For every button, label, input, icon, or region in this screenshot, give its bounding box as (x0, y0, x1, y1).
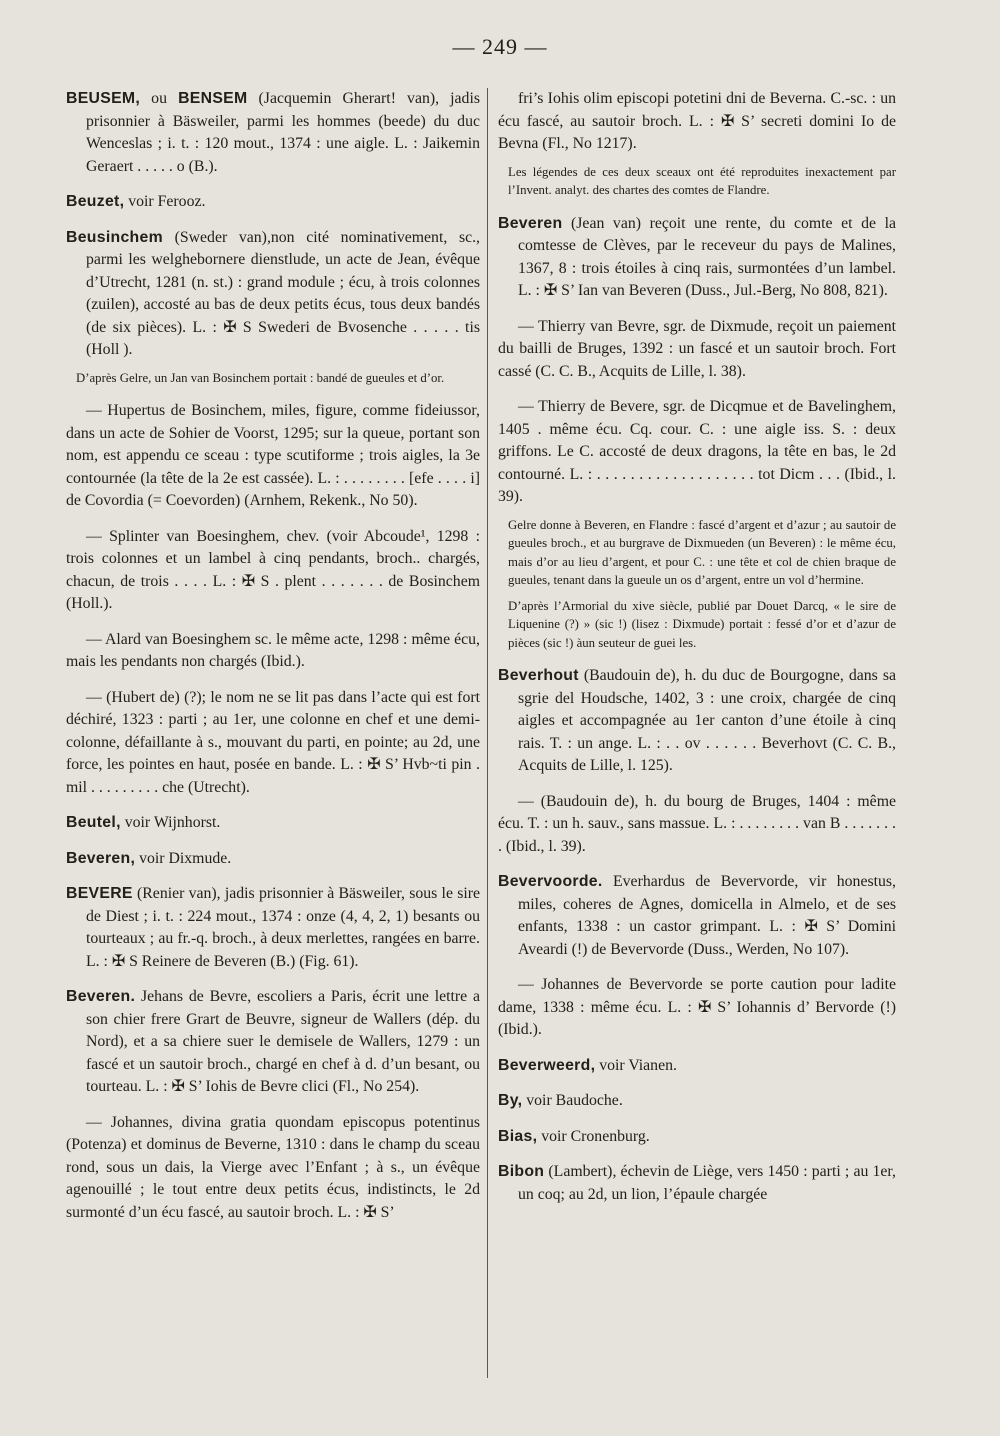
entry-paragraph (66, 1112, 480, 1225)
entry-paragraph (66, 88, 480, 178)
right-column (498, 88, 896, 1219)
entry-paragraph (66, 986, 480, 1099)
entry-headword: By, (498, 1092, 523, 1109)
entry-headword: Beuzet, (66, 193, 125, 210)
entry-text: — Johannes de Bevervorde se porte caution pour ladite dame, 1338 : même écu. L. : ✠ S’ Iohannis d’ Bervorde (!) (Ibid.). (498, 976, 896, 1038)
entry-paragraph (66, 227, 480, 362)
entry-text: (Renier van), jadis prisonnier à Bäsweiler, sous le sire de Diest ; i. t. : 224 mout., 1374 : onze (4, 4, 2, 1) besants ou tourteaux ; au fr.-q. broch., à deux merlettes, rangées en barre. L. : ✠ S Reinere de Beveren (B.) (Fig. 61). (86, 885, 480, 970)
entry-text: voir Dixmude. (135, 849, 232, 867)
entry-paragraph (66, 883, 480, 973)
entry-paragraph (66, 687, 480, 800)
page-number: — 249 — (452, 34, 548, 59)
entry-headword: Bevervoorde. (498, 873, 603, 890)
entry-paragraph (498, 665, 896, 778)
entry-paragraph (66, 629, 480, 674)
entry-paragraph (498, 871, 896, 961)
entry-text: — (Hubert de) (?); le nom ne se lit pas dans l’acte qui est fort déchiré, 1323 : parti ; au 1er, une colonne en chef et une demi-colonne, défaillante à s., mouvant du parti, en pointe; au 2d, une force, les pointes en haut, posée en bande. L. : ✠ S’ Hvb~ti pin . mil . . . . . . . . . che (Utrecht). (66, 688, 480, 796)
entry-headword: BEVERE (66, 885, 133, 902)
entry-headword: Beveren, (66, 849, 136, 867)
entry-text: — Thierry van Bevre, sgr. de Dixmude, reçoit un paiement du bailli de Bruges, 1392 : un fascé et un sautoir broch. Fort cassé (C. C. B., Acquits de Lille, l. 38). (498, 317, 896, 380)
entry-paragraph (498, 1055, 896, 1078)
footnote-paragraph: Gelre donne à Beveren, en Flandre : fascé d’argent et d’azur ; au sautoir de gueules broch., et au burgrave de Dixmueden (un Beveren) : le même écu, mais d’or au lieu d’argent, et pour C. : une tête et col de chien braque de gueules, tenant dans la gueule un os d’argent, entre un vol d’hermine. (508, 517, 896, 587)
entry-text: voir Vianen. (595, 1056, 677, 1074)
entry-paragraph (498, 791, 896, 859)
entry-paragraph (498, 1161, 896, 1206)
entry-text: voir Wijnhorst. (120, 814, 221, 831)
entry-headword: BENSEM (178, 90, 248, 107)
entry-paragraph (498, 213, 896, 303)
entry-text: — Splinter van Boesinghem, chev. (voir Abcoude¹, 1298 : trois colonnes et un lambel à cinq pendants, broch.. chargés, chacun, de trois . . . . L. : ✠ S . plent . . . . . . . de Bosinchem (Holl.). (66, 527, 480, 612)
entry-headword: Beveren. (66, 988, 136, 1005)
entry-text: — Alard van Boesinghem sc. le même acte, 1298 : même écu, mais les pendants non chargés (Ibid.). (66, 630, 480, 670)
footnote-paragraph: Les légendes de ces deux sceaux ont été reproduites inexactement par l’Invent. analyt. des chartes des comtes de Flandre. (508, 164, 896, 197)
entry-headword: Beverhout (498, 667, 579, 684)
entry-text: voir Cronenburg. (537, 1127, 650, 1145)
entry-headword: BEUSEM, (66, 90, 141, 107)
footnote-paragraph: D’après Gelre, un Jan van Bosinchem portait : bandé de gueules et d’or. (76, 370, 445, 385)
entry-headword: Bibon (498, 1163, 545, 1180)
entry-text: (Jacquemin Gherart! van), jadis prisonnier à Bäsweiler, parmi les hommes (beede) du duc Wenceslas ; i. t. : 120 mout., 1374 : une aigle. L. : Jaikemin Geraert . . . . . o (B.). (86, 90, 480, 175)
entry-text: voir Baudoche. (522, 1092, 623, 1109)
entry-text: — Thierry de Bevere, sgr. de Dicqmue et de Bavelinghem, 1405 . même écu. Cq. cour. C. : une aigle iss. S. : deux griffons. Le C. accosté de deux dragons, la tête en bas, le 2d contourné. L. : . . . . . . . . . . . . . . . . . . . tot Dicm . . . (Ibid., l. 39). (498, 398, 896, 505)
entry-headword: Beutel, (66, 814, 121, 831)
entry-text: Everhardus de Bevervorde, vir honestus, miles, coheres de Agnes, domicella in Almelo, et de ses enfants, 1338 : un castor grimpant. L. : ✠ S’ Domini Aveardi (!) de Bevervorde (Duss., Werden, No 107). (518, 873, 896, 958)
entry-headword: Beusinchem (66, 228, 163, 246)
entry-text: (Sweder van),non cité nominativement, sc., parmi les welghebornere dienstlude, un acte de Jean, évêque d’Utrecht, 1281 (n. st.) : grand module ; écu, à trois colonnes (zuilen), accosté au bas de deux petits écus, tous deux bandés (de six pièces). L. : ✠ S Swederi de Bvosenche . . . . . tis (Holl ). (86, 228, 480, 358)
entry-paragraph (498, 88, 896, 156)
footnote-paragraph: D’après l’Armorial du xive siècle, publié par Douet Darcq, « le sire de Liquenine (?) » (sic !) (lisez : Dixmude) portait : fessé d’or et d’azur de pièces (sic !) àun seuteur de guei les. (508, 598, 896, 650)
entry-paragraph (498, 1090, 896, 1113)
entry-text: ou (140, 90, 179, 107)
entry-paragraph (66, 812, 480, 835)
entry-text: (Baudouin de), h. du duc de Bourgogne, dans sa sgrie del Houdsche, 1402, 3 : une croix, chargée de cinq aigles et accompagnée au 1er canton d’une étoile à cinq rais. T. : un ange. L. : . . ov . . . . . . Beverhovt (C. C. B., Acquits de Lille, l. 125). (518, 667, 896, 774)
entry-text: voir Ferooz. (124, 193, 206, 210)
entry-paragraph (498, 974, 896, 1042)
entry-text: — Hupertus de Bosinchem, miles, figure, comme fideiussor, dans un acte de Sohier de Voorst, 1295; sur la queue, portant son nom, est appendu ce sceau : type scutiforme ; trois aigles, la 3e contournée (la tête de la 2e est cassée). L. : . . . . . . . . [efe . . . . i] de Covordia (= Coevorden) (Arnhem, Rekenk., No 50). (66, 402, 480, 509)
entry-text: — (Baudouin de), h. du bourg de Bruges, 1404 : même écu. T. : un h. sauv., sans massue. L. : . . . . . . . . van B . . . . . . . . (Ibid., l. 39). (498, 792, 896, 855)
entry-headword: Beveren (498, 214, 563, 232)
entry-paragraph (66, 191, 480, 214)
left-column (66, 88, 480, 1237)
entry-paragraph (66, 526, 480, 616)
entry-text: — Johannes, divina gratia quondam episcopus potentinus (Potenza) et dominus de Beverne, 1310 : dans le champ du sceau rond, sous un dais, la Vierge avec l’Enfant ; à s., un évêque agenouillé ; le tout entre deux petits écus, indistincts, le 2d surmonté d’un écu fascé, au sautoir broch. L. : ✠ S’ (66, 1113, 480, 1221)
entry-paragraph (498, 1126, 896, 1149)
entry-headword: Beverweerd, (498, 1056, 596, 1074)
entry-text: fri’s Iohis olim episcopi potetini dni de Beverna. C.-sc. : un écu fascé, au sautoir broch. L. : ✠ S’ secreti domini Io de Bevna (Fl., No 1217). (498, 90, 896, 152)
entry-text: (Lambert), échevin de Liège, vers 1450 : parti ; au 1er, un coq; au 2d, un lion, l’épaule chargée (518, 1163, 896, 1203)
entry-headword: Bias, (498, 1127, 538, 1145)
entry-paragraph (66, 400, 480, 513)
column-divider (487, 88, 488, 1378)
entry-paragraph (66, 848, 480, 871)
entry-text: (Jean van) reçoit une rente, du comte et de la comtesse de Clèves, par le receveur du pays de Malines, 1367, 8 : trois étoiles à cinq rais, surmontées d’un lambel. L. : ✠ S’ Ian van Beveren (Duss., Jul.-Berg, No 808, 821). (518, 214, 896, 299)
entry-text: Jehans de Bevre, escoliers a Paris, écrit une lettre a son chier frere Grart de Beuvre, signeur de Wallers (dép. du Nord), et a sa chiere suer le demisele de Wallers, 1279 : un fascé et un sautoir broch., chargé en chef à d. d’un besant, ou tourteau. L. : ✠ S’ Iohis de Bevre clici (Fl., No 254). (86, 988, 480, 1095)
entry-paragraph (498, 396, 896, 509)
entry-paragraph (498, 316, 896, 384)
